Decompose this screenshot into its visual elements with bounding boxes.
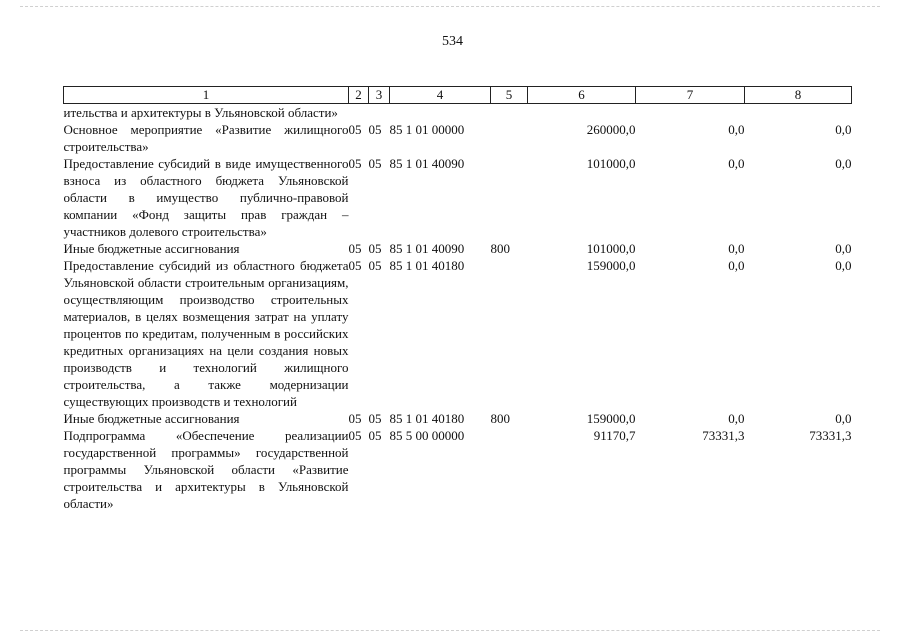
header-col-8: 8 xyxy=(745,87,852,104)
cell-c4: 85 1 01 40180 xyxy=(389,411,465,426)
cell-c3: 05 xyxy=(368,258,382,273)
header-col-5: 5 xyxy=(491,87,528,104)
cell-c6: 159000,0 xyxy=(586,258,636,273)
cell-c4: 85 1 01 40180 xyxy=(389,258,465,273)
cell-c5: 800 xyxy=(490,241,510,256)
table-row xyxy=(64,155,852,240)
cell-c6: 101000,0 xyxy=(586,241,636,256)
cell-c5 xyxy=(491,121,528,155)
cell-c8: 0,0 xyxy=(835,258,852,273)
header-col-3: 3 xyxy=(369,87,390,104)
cell-desc: Иные бюджетные ассигнования xyxy=(63,411,240,426)
cell-c3: 05 xyxy=(368,122,382,137)
cell-c4: 85 1 01 00000 xyxy=(389,122,465,137)
cell-c8: 0,0 xyxy=(835,156,852,171)
cell-c6 xyxy=(528,104,636,122)
cell-c5 xyxy=(491,155,528,240)
page-number: 534 xyxy=(442,34,463,49)
header-col-2: 2 xyxy=(349,87,369,104)
cell-c8: 0,0 xyxy=(835,241,852,256)
cell-c7: 73331,3 xyxy=(702,428,745,443)
header-row xyxy=(64,87,852,104)
cell-c6: 260000,0 xyxy=(586,122,636,137)
header-col-7: 7 xyxy=(636,87,745,104)
table-row xyxy=(64,240,852,257)
cell-c5 xyxy=(491,427,528,512)
table-header xyxy=(64,87,852,104)
cell-c8 xyxy=(745,104,852,122)
cell-desc: Основное мероприятие «Развитие жилищного строительства» xyxy=(63,122,349,154)
cell-c2: 05 xyxy=(348,241,362,256)
table-body xyxy=(64,104,852,513)
cell-c4 xyxy=(390,104,491,122)
cell-c7 xyxy=(636,104,745,122)
cell-c2: 05 xyxy=(348,122,362,137)
cell-c4: 85 1 01 40090 xyxy=(389,156,465,171)
budget-table xyxy=(63,86,852,512)
cell-c8: 0,0 xyxy=(835,411,852,426)
cell-c6: 91170,7 xyxy=(593,428,636,443)
table-row xyxy=(64,410,852,427)
cell-c8: 73331,3 xyxy=(809,428,852,443)
cell-c3: 05 xyxy=(368,428,382,443)
cell-c2: 05 xyxy=(348,411,362,426)
cell-c6: 159000,0 xyxy=(586,411,636,426)
cell-desc: Иные бюджетные ассигнования xyxy=(63,241,240,256)
cell-c8: 0,0 xyxy=(835,122,852,137)
scan-edge-bottom xyxy=(20,630,880,632)
cell-c5: 800 xyxy=(490,411,510,426)
table-row xyxy=(64,427,852,512)
table-row xyxy=(64,257,852,410)
scan-edge-top xyxy=(20,6,880,8)
cell-c5 xyxy=(491,104,528,122)
cell-c6: 101000,0 xyxy=(586,156,636,171)
table-row xyxy=(64,121,852,155)
cell-desc: Предоставление субсидий из областного бюджета Ульяновской области строительным организациям, осуществляющим производство строительных материалов, в целях возмещения затрат на уплату процентов по кредитам, полученным в российских кредитных организациях на цели создания новых производств и технологий жилищного строительства, а также модернизации существующих производств и технологий xyxy=(63,258,349,409)
cell-c3 xyxy=(369,104,390,122)
cell-c3: 05 xyxy=(368,241,382,256)
cell-c7: 0,0 xyxy=(728,411,745,426)
cell-c2: 05 xyxy=(348,258,362,273)
cell-c3: 05 xyxy=(368,411,382,426)
cell-c3: 05 xyxy=(368,156,382,171)
cell-c7: 0,0 xyxy=(728,258,745,273)
cell-desc: Предоставление субсидий в виде имущественного взноса из областного бюджета Ульяновской области в имущество публично-правовой компании «Фонд защиты прав граждан – участников долевого строительства» xyxy=(63,156,349,239)
cell-desc: Подпрограмма «Обеспечение реализации государственной программы» государственной программы Ульяновской области «Развитие строительства и архитектуры в Ульяновской области» xyxy=(63,428,349,511)
header-col-4: 4 xyxy=(390,87,491,104)
cell-c7: 0,0 xyxy=(728,122,745,137)
cell-c7: 0,0 xyxy=(728,241,745,256)
cell-c7: 0,0 xyxy=(728,156,745,171)
cell-c2: 05 xyxy=(348,428,362,443)
cell-c5 xyxy=(491,257,528,410)
cell-c4: 85 5 00 00000 xyxy=(389,428,465,443)
header-col-6: 6 xyxy=(528,87,636,104)
table-row xyxy=(64,104,852,122)
header-col-1: 1 xyxy=(64,87,349,104)
cell-c2: 05 xyxy=(348,156,362,171)
cell-desc: ительства и архитектуры в Ульяновской области» xyxy=(63,105,338,120)
cell-c2 xyxy=(349,104,369,122)
cell-c4: 85 1 01 40090 xyxy=(389,241,465,256)
